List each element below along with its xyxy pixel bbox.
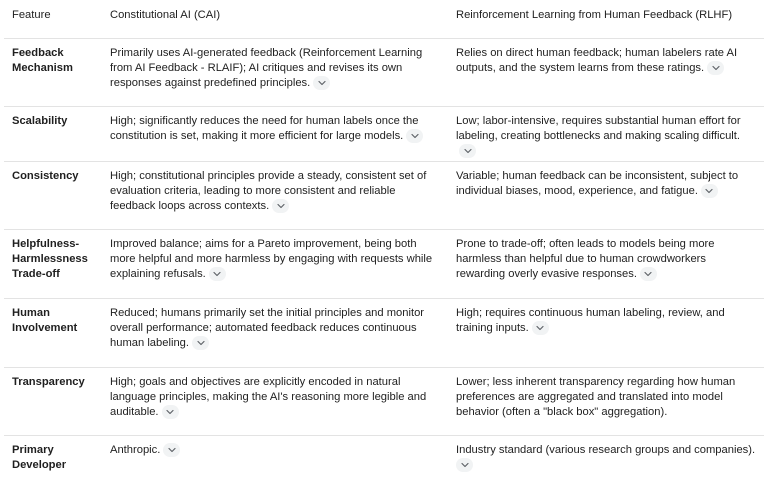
- row-feature-label: Scalability: [4, 107, 102, 162]
- chevron-down-icon: [213, 271, 221, 277]
- chevron-down-icon: [411, 133, 419, 139]
- table-row: [4, 299, 764, 368]
- cell-text: Prone to trade-off; often leads to models being more harmless than helpful due to human crowdworkers rewarding overly evasive responses.: [456, 238, 715, 280]
- table-row: [4, 107, 764, 162]
- cell-text: Improved balance; aims for a Pareto improvement, being both more helpful and more harmless by engaging with requests while explaining refusals.: [110, 238, 432, 280]
- row-cai-cell: [102, 368, 448, 436]
- source-chip-button[interactable]: [192, 336, 209, 350]
- row-cai-cell: [102, 39, 448, 107]
- table-row: [4, 368, 764, 436]
- source-chip-button[interactable]: [532, 321, 549, 335]
- source-chip-button[interactable]: [163, 443, 180, 457]
- row-feature-label: Helpfulness-Harmlessness Trade-off: [4, 230, 102, 299]
- source-chip-button[interactable]: [456, 458, 473, 472]
- source-chip-button[interactable]: [459, 144, 476, 158]
- header-rlhf: Reinforcement Learning from Human Feedback (RLHF): [448, 0, 764, 39]
- cell-text: Relies on direct human feedback; human labelers rate AI outputs, and the system learns from these ratings.: [456, 47, 737, 74]
- source-chip-button[interactable]: [209, 267, 226, 281]
- cell-text: High; goals and objectives are explicitly encoded in natural language principles, making the AI's reasoning more legible and auditable.: [110, 376, 426, 418]
- chevron-down-icon: [166, 409, 174, 415]
- chevron-down-icon: [536, 325, 544, 331]
- cell-text: High; constitutional principles provide a steady, consistent set of evaluation criteria, leading to more consistent and reliable feedback loops across contexts.: [110, 170, 426, 212]
- chevron-down-icon: [197, 340, 205, 346]
- cell-text: Reduced; humans primarily set the initial principles and monitor overall performance; automated feedback reduces continuous human labeling.: [110, 307, 424, 349]
- chevron-down-icon: [277, 203, 285, 209]
- table-row: [4, 39, 764, 107]
- chevron-down-icon: [644, 271, 652, 277]
- row-cai-cell: [102, 436, 448, 487]
- table-row: [4, 436, 764, 487]
- cell-text: Industry standard (various research groups and companies).: [456, 444, 755, 456]
- row-feature-label: Consistency: [4, 162, 102, 230]
- chevron-down-icon: [705, 188, 713, 194]
- cell-text: Variable; human feedback can be inconsistent, subject to individual biases, mood, experience, and fatigue.: [456, 170, 738, 197]
- chevron-down-icon: [461, 462, 469, 468]
- table-row: [4, 162, 764, 230]
- row-cai-cell: [102, 230, 448, 299]
- row-feature-label: Primary Developer: [4, 436, 102, 487]
- row-rlhf-cell: [448, 436, 764, 487]
- chevron-down-icon: [464, 148, 472, 154]
- row-rlhf-cell: [448, 230, 764, 299]
- cell-text: High; significantly reduces the need for human labels once the constitution is set, making it more efficient for large models.: [110, 115, 418, 142]
- source-chip-button[interactable]: [272, 199, 289, 213]
- chevron-down-icon: [318, 80, 326, 86]
- header-cai: Constitutional AI (CAI): [102, 0, 448, 39]
- row-rlhf-cell: [448, 107, 764, 162]
- row-feature-label: Transparency: [4, 368, 102, 436]
- comparison-table: [4, 0, 764, 487]
- row-cai-cell: [102, 162, 448, 230]
- chevron-down-icon: [712, 65, 720, 71]
- row-feature-label: Feedback Mechanism: [4, 39, 102, 107]
- row-cai-cell: [102, 107, 448, 162]
- row-rlhf-cell: [448, 368, 764, 436]
- chevron-down-icon: [168, 447, 176, 453]
- cell-text: Anthropic.: [110, 444, 160, 456]
- header-feature: Feature: [4, 0, 102, 39]
- row-cai-cell: [102, 299, 448, 368]
- table-header-row: [4, 0, 764, 39]
- cell-text: Low; labor-intensive, requires substantial human effort for labeling, creating bottlenecks and making scaling difficult.: [456, 115, 741, 142]
- row-rlhf-cell: [448, 39, 764, 107]
- cell-text: Primarily uses AI-generated feedback (Reinforcement Learning from AI Feedback - RLAIF); AI critiques and revises its own responses against predefined principles.: [110, 47, 422, 89]
- cell-text: Lower; less inherent transparency regarding how human preferences are aggregated and translated into model behavior (often a "black box" aggregation).: [456, 376, 735, 418]
- source-chip-button[interactable]: [406, 129, 423, 143]
- source-chip-button[interactable]: [707, 61, 724, 75]
- table-row: [4, 230, 764, 299]
- source-chip-button[interactable]: [313, 76, 330, 90]
- row-feature-label: Human Involvement: [4, 299, 102, 368]
- cell-text: High; requires continuous human labeling, review, and training inputs.: [456, 307, 725, 334]
- source-chip-button[interactable]: [162, 405, 179, 419]
- source-chip-button[interactable]: [701, 184, 718, 198]
- source-chip-button[interactable]: [640, 267, 657, 281]
- row-rlhf-cell: [448, 162, 764, 230]
- row-rlhf-cell: [448, 299, 764, 368]
